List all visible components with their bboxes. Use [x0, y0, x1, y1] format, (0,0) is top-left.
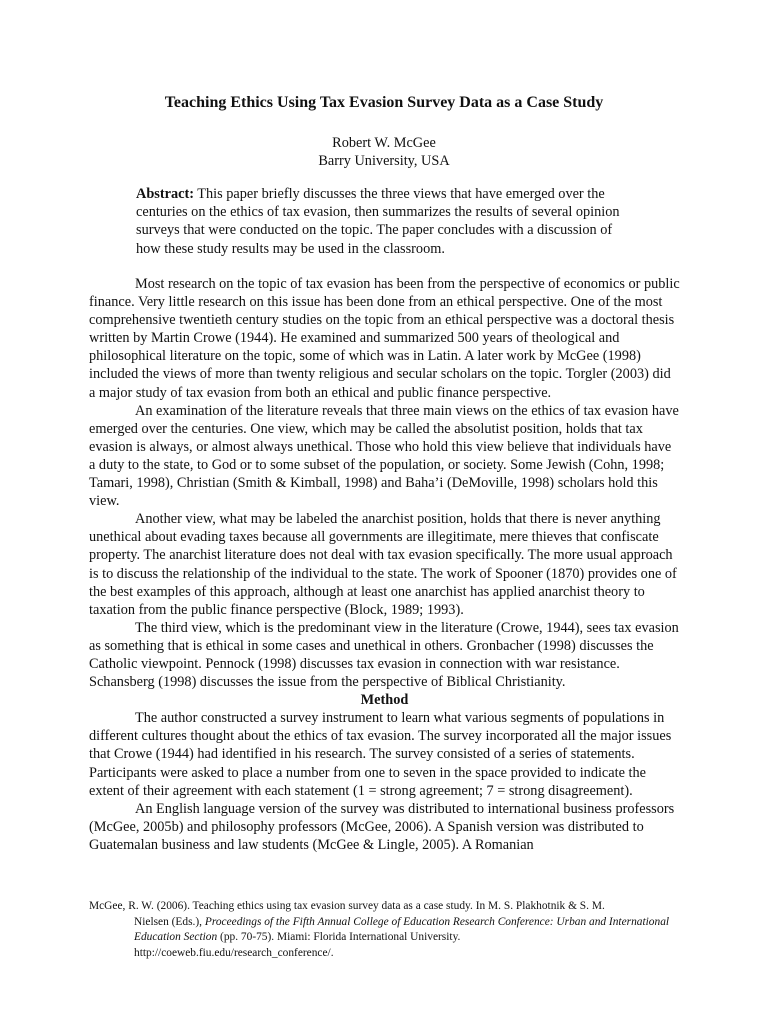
paper-title: Teaching Ethics Using Tax Evasion Survey Data as a Case Study	[164, 94, 604, 111]
body-paragraph: The author constructed a survey instrument to learn what various segments of populations in different cultures thought about the ethics of tax evasion. The survey incorporated all the major issues that Crowe (1944) had identified in his research. The survey consisted of a series of statements. Participants were asked to place a number from one to seven in the space provided to indicate the extent of their agreement with each statement (1 = strong agreement; 7 = strong disagreement).	[89, 710, 672, 799]
footnote-url: http://coeweb.fiu.edu/research_conference/.	[134, 946, 334, 959]
author-affiliation: Barry University, USA	[318, 153, 450, 169]
abstract-text: This paper briefly discusses the three views that have emerged over the centuries on the ethics of tax evasion, then summarizes the results of several opinion surveys that were conducted on the topic. The paper concludes with a discussion of how these study results may be used in the classroom.	[136, 186, 620, 257]
footnote-proceedings: Proceedings of the Fifth Annual College of Education Research Conference: Urban and International Education Section	[134, 915, 670, 944]
citation-footnote	[89, 899, 689, 961]
body-paragraph: An examination of the literature reveals that three main views on the ethics of tax evasion have emerged over the centuries. One view, which may be called the absolutist position, holds that tax evasion is always, or almost always unethical. Those who hold this view believe that individuals have a duty to the state, to God or to some subset of the population, or society. Some Jewish (Cohn, 1998; Tamari, 1998), Christian (Smith & Kimball, 1998) and Baha’i (DeMoville, 1998) scholars hold this view.	[89, 402, 679, 510]
method-heading: Method	[360, 692, 409, 709]
paper-body	[89, 275, 680, 854]
body-paragraph: Another view, what may be labeled the anarchist position, holds that there is never anything unethical about evading taxes because all governments are illegitimate, mere thieves that confiscate property. The anarchist literature does not deal with tax evasion specifically. The more usual approach is to discuss the relationship of the individual to the state. The work of Spooner (1870) provides one of the best examples of this approach, although at least one anarchist has applied anarchist theory to taxation from the public finance perspective (Block, 1989; 1993).	[89, 511, 677, 618]
footnote-line1: McGee, R. W. (2006). Teaching ethics using tax evasion survey data as a case study. In M. S. Plakhotnik & S. M.	[89, 900, 605, 912]
abstract	[136, 185, 636, 258]
body-paragraph: Most research on the topic of tax evasion has been from the perspective of economics or public finance. Very little research on this issue has been done from an ethical perspective. One of the most comprehensive twentieth century studies on the topic from an ethical perspective was a doctoral thesis written by Martin Crowe (1944). He examined and summarized 500 years of theological and philosophical literature on the topic, some of which was in Latin. A later work by McGee (1998) included the views of more than twenty religious and secular scholars on the topic. Torgler (2003) did a major study of tax evasion from both an ethical and public finance perspective.	[89, 276, 680, 401]
author-block	[0, 134, 768, 170]
footnote-editors: Nielsen (Eds.),	[134, 915, 205, 928]
abstract-label: Abstract:	[136, 186, 194, 202]
footnote-pages: (pp. 70-75). Miami: Florida International University.	[217, 931, 461, 944]
author-name: Robert W. McGee	[332, 135, 436, 151]
body-paragraph: The third view, which is the predominant view in the literature (Crowe, 1944), sees tax evasion as something that is ethical in some cases and unethical in others. Gronbacher (1998) discusses the Catholic viewpoint. Pennock (1998) discusses tax evasion in connection with war resistance. Schansberg (1998) discusses the issue from the perspective of Biblical Christianity.	[89, 619, 679, 691]
body-paragraph: An English language version of the survey was distributed to international business professors (McGee, 2005b) and philosophy professors (McGee, 2006). A Spanish version was distributed to Guatemalan business and law students (McGee & Lingle, 2005). A Romanian	[89, 800, 675, 853]
footnote-continuation	[89, 915, 689, 962]
